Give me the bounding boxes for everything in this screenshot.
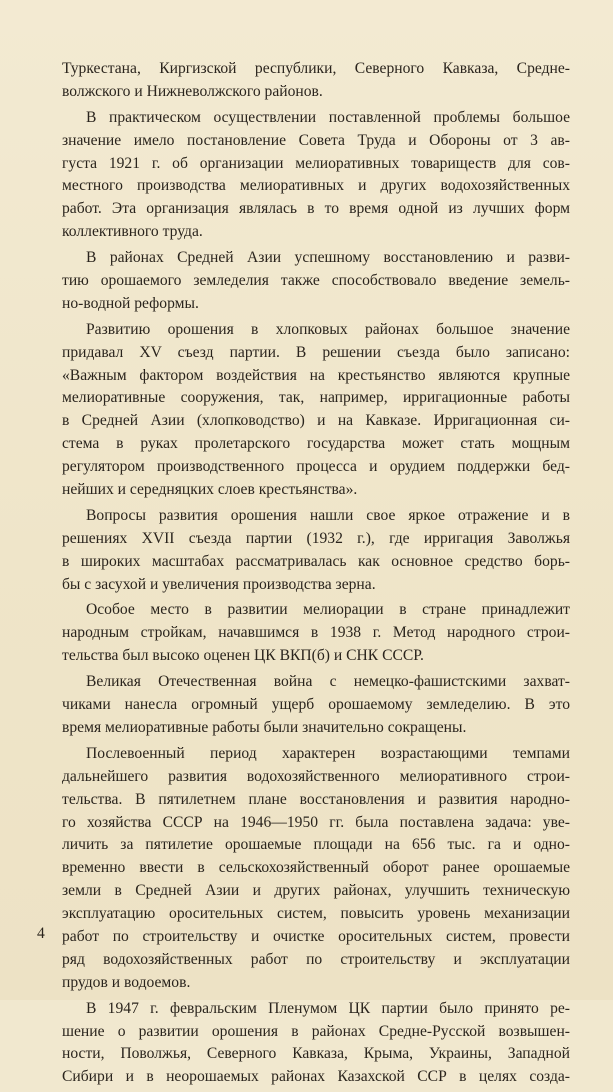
text-line: личить за пятилетие орошаемые площади на 656 тыс. га и одно- xyxy=(62,836,570,854)
paragraph xyxy=(62,319,570,502)
text-line: бы с засухой и увеличения производства зерна. xyxy=(62,575,376,593)
text-line: волжского и Нижневолжского районов. xyxy=(62,82,323,100)
text-line: Сибири и в неорошаемых районах Казахской ССР в целях созда- xyxy=(62,1068,570,1086)
paragraph xyxy=(62,599,570,668)
text-line: тию орошаемого земледелия также способствовало введение земель- xyxy=(62,272,570,290)
text-line: тельства. В пятилетнем плане восстановления и развития народно- xyxy=(62,790,570,808)
text-line: значение имело постановление Совета Труда и Обороны от 3 ав- xyxy=(62,131,570,149)
text-line: стема в руках пролетарского государства может стать мощным xyxy=(62,435,570,453)
paragraph xyxy=(62,671,570,740)
text-line: тельства был высоко оценен ЦК ВКП(б) и СНК СССР. xyxy=(62,647,424,665)
body-text xyxy=(62,58,570,1092)
text-line: густа 1921 г. об организации мелиоративных товариществ для сов- xyxy=(62,154,570,172)
text-line: решениях XVII съезда партии (1932 г.), где ирригация Заволжья xyxy=(62,529,570,547)
text-line: временно ввести в сельскохозяйственный оборот ранее орошаемые xyxy=(62,859,570,877)
text-line: придавал XV съезд партии. В решении съезда было записано: xyxy=(62,343,570,361)
text-line: чиками нанесла огромный ущерб орошаемому земледелию. В это xyxy=(62,696,570,714)
text-line: работ. Эта организация являлась в то время одной из лучших форм xyxy=(62,200,570,218)
text-line: шение о развитии орошения в районах Средне-Русской возвышен- xyxy=(62,1022,570,1040)
text-line: дальнейшего развития водохозяйственного мелиоративного строи- xyxy=(62,767,570,785)
text-line: В районах Средней Азии успешному восстановлению и разви- xyxy=(86,249,570,267)
paragraph xyxy=(62,505,570,597)
text-line: В практическом осуществлении поставленной проблемы большое xyxy=(86,108,570,126)
text-line: Послевоенный период характерен возрастающими темпами xyxy=(86,744,570,762)
text-line: Особое место в развитии мелиорации в стране принадлежит xyxy=(86,601,570,619)
text-line: время мелиоративные работы были значительно сокращены. xyxy=(62,718,467,736)
text-line: Туркестана, Киргизской республики, Северного Кавказа, Средне- xyxy=(62,60,570,77)
text-line: ности, Поволжья, Северного Кавказа, Крыма, Украины, Западной xyxy=(62,1045,570,1063)
paragraph xyxy=(62,998,570,1090)
paragraph xyxy=(62,247,570,316)
text-line: земли в Средней Азии и других районах, улучшить техническую xyxy=(62,882,570,900)
paragraph xyxy=(62,743,570,995)
text-line: Развитию орошения в хлопковых районах большое значение xyxy=(86,320,570,338)
text-line: го хозяйства СССР на 1946—1950 гг. была поставлена задача: уве- xyxy=(62,813,570,831)
text-line: ряд водохозяйственных работ по строительству и эксплуатации xyxy=(62,950,570,968)
paragraph xyxy=(62,58,570,104)
text-line: коллективного труда. xyxy=(62,223,203,241)
text-line: нейших и середняцких слоев крестьянства». xyxy=(62,481,358,499)
paragraph xyxy=(62,107,570,244)
text-line: В 1947 г. февральским Пленумом ЦК партии было принято ре- xyxy=(86,999,570,1017)
text-line: Вопросы развития орошения нашли свое яркое отражение и в xyxy=(86,506,570,524)
text-line: но-водной реформы. xyxy=(62,294,199,312)
text-line: регулятором производственного процесса и орудием поддержки бед- xyxy=(62,458,570,476)
text-line: в Средней Азии (хлопководство) и на Кавказе. Ирригационная си- xyxy=(62,412,570,430)
text-line: эксплуатацию оросительных систем, повысить уровень механизации xyxy=(62,905,570,923)
text-line: «Важным фактором воздействия на крестьянство являются крупные xyxy=(62,366,570,384)
text-line: в широких масштабах рассматривалась как основное средство борь- xyxy=(62,552,570,570)
text-line: местного производства мелиоративных и других водохозяйственных xyxy=(62,177,570,195)
text-line: работ по строительству и очистке оросительных систем, провести xyxy=(62,927,570,945)
text-line: народным стройкам, начавшимся в 1938 г. Метод народного строи- xyxy=(62,624,570,642)
text-line: мелиоративные сооружения, так, например, ирригационные работы xyxy=(62,389,570,407)
page-number: 4 xyxy=(37,925,45,942)
text-line: Великая Отечественная война с немецко-фашистскими захват- xyxy=(86,673,570,691)
text-line: прудов и водоемов. xyxy=(62,973,191,991)
